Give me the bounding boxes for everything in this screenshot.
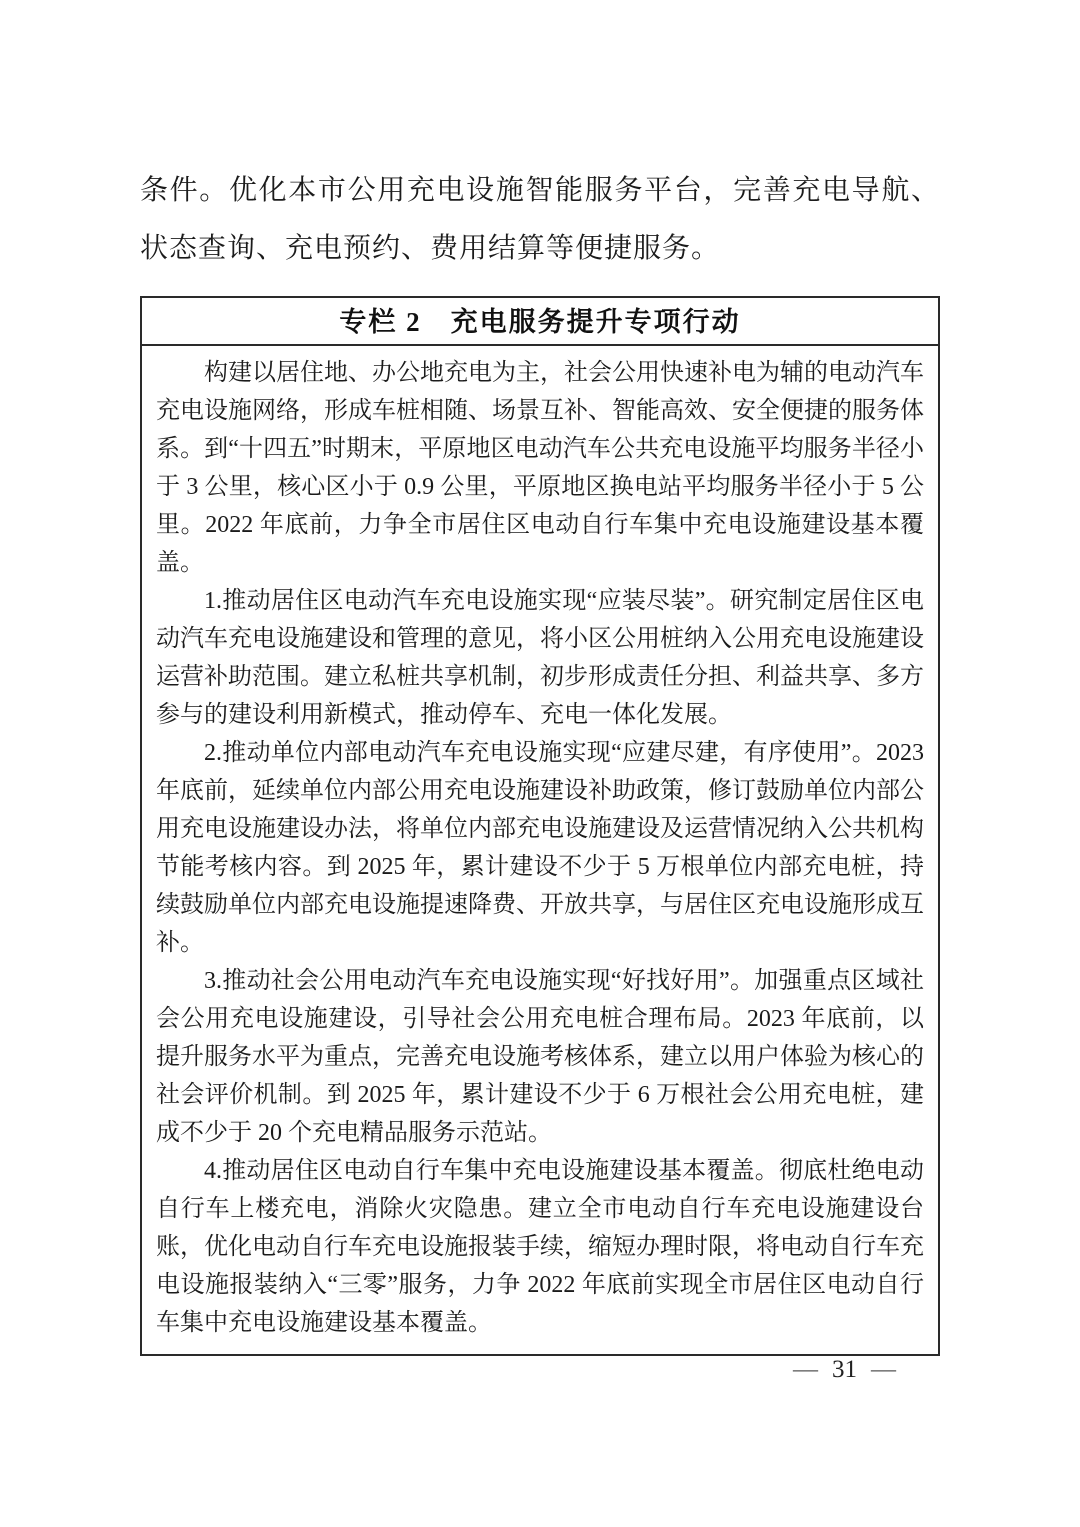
page-number	[779, 1356, 910, 1384]
page-number-dash-right: —	[871, 1356, 896, 1383]
panel-paragraph-overview: 构建以居住地、办公地充电为主，社会公用快速补电为辅的电动汽车充电设施网络，形成车桩相随、场景互补、智能高效、安全便捷的服务体系。到“十四五”时期末，平原地区电动汽车公共充电设施平均服务半径小于 3 公里，核心区小于 0.9 公里，平原地区换电站平均服务半径小于 5 公里。2022 年底前，力争全市居住区电动自行车集中充电设施建设基本覆盖。	[156, 360, 924, 576]
panel-paragraph-item-1: 1.推动居住区电动汽车充电设施实现“应装尽装”。研究制定居住区电动汽车充电设施建设和管理的意见，将小区公用桩纳入公用充电设施建设运营补助范围。建立私桩共享机制，初步形成责任分担、利益共享、多方参与的建设利用新模式，推动停车、充电一体化发展。	[156, 588, 924, 728]
panel-paragraph-item-3: 3.推动社会公用电动汽车充电设施实现“好找好用”。加强重点区域社会公用充电设施建设，引导社会公用充电桩合理布局。2023 年底前，以提升服务水平为重点，完善充电设施考核体系，建立以用户体验为核心的社会评价机制。到 2025 年，累计建设不少于 6 万根社会公用充电桩，建成不少于 20 个充电精品服务示范站。	[156, 968, 924, 1146]
panel-paragraph-item-4: 4.推动居住区电动自行车集中充电设施建设基本覆盖。彻底杜绝电动自行车上楼充电，消除火灾隐患。建立全市电动自行车充电设施建设台账，优化电动自行车充电设施报装手续，缩短办理时限，将电动自行车充电设施报装纳入“三零”服务，力争 2022 年底前实现全市居住区电动自行车集中充电设施建设基本覆盖。	[156, 1158, 924, 1336]
panel-paragraph-item-2: 2.推动单位内部电动汽车充电设施实现“应建尽建，有序使用”。2023 年底前，延续单位内部公用充电设施建设补助政策，修订鼓励单位内部公用充电设施建设办法，将单位内部充电设施建设及运营情况纳入公共机构节能考核内容。到 2025 年，累计建设不少于 5 万根单位内部充电桩，持续鼓励单位内部充电设施提速降费、开放共享，与居住区充电设施形成互补。	[156, 740, 924, 956]
special-column-panel	[140, 296, 940, 1356]
intro-paragraph: 条件。优化本市公用充电设施智能服务平台，完善充电导航、状态查询、充电预约、费用结算等便捷服务。	[140, 175, 940, 264]
page-number-value: 31	[832, 1356, 857, 1383]
panel-title: 专栏 2 充电服务提升专项行动	[142, 298, 938, 346]
panel-body	[142, 346, 938, 1354]
page-number-dash-left: —	[793, 1356, 818, 1383]
